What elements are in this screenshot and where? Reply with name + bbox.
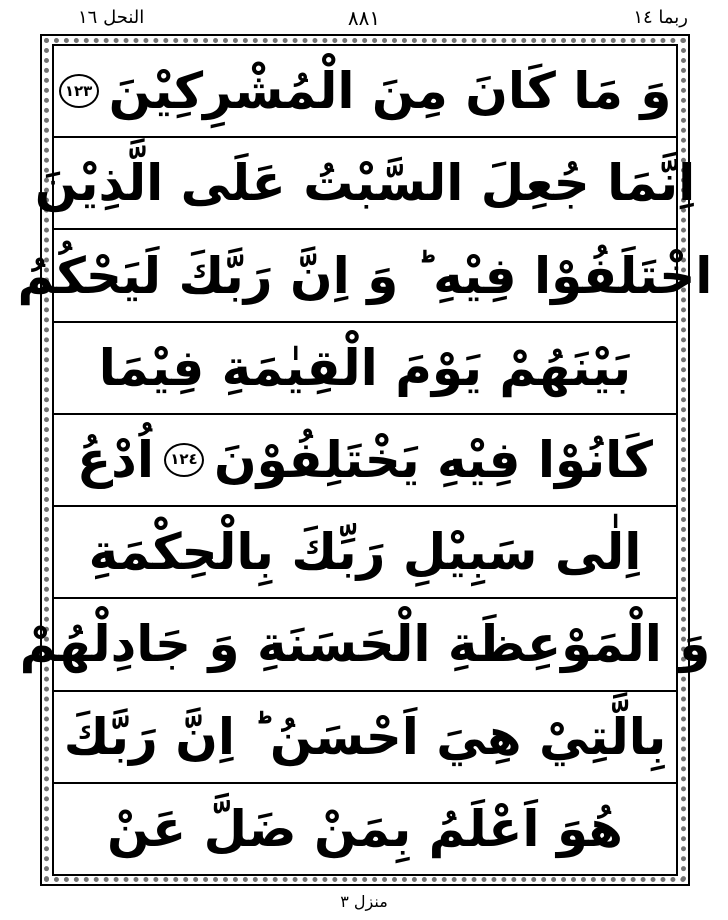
line-6-text: اِلٰى سَبِيْلِ رَبِّكَ بِالْحِكْمَةِ xyxy=(88,523,642,582)
line-4-text: بَيْنَهُمْ يَوْمَ الْقِيٰمَةِ فِيْمَا xyxy=(98,338,632,397)
quran-line-1 xyxy=(54,46,676,138)
quran-line-7 xyxy=(19,599,711,691)
quran-line-8 xyxy=(54,692,676,784)
line-8-text: بِالَّتِيْ هِيَ اَحْسَنُ ؕ اِنَّ رَبَّكَ xyxy=(63,707,667,766)
page-number: ٨٨١ xyxy=(347,6,381,30)
line-2-text: اِنَّمَا جُعِلَ السَّبْتُ عَلَى الَّذِيْنَ xyxy=(34,154,696,213)
quran-line-3 xyxy=(17,230,713,322)
quran-line-6 xyxy=(54,507,676,599)
manzil-label: منزل ٣ xyxy=(340,892,388,911)
quran-line-5 xyxy=(54,415,676,507)
line-7-text: وَ الْمَوْعِظَةِ الْحَسَنَةِ وَ جَادِلْهُمْ xyxy=(19,615,711,674)
ayah-marker-123: ١٢٣ xyxy=(59,74,99,108)
quran-line-9 xyxy=(54,784,676,874)
quran-line-2 xyxy=(34,138,696,230)
line-1-text: وَ مَا كَانَ مِنَ الْمُشْرِكِيْنَ xyxy=(108,62,672,121)
line-5-text: كَانُوْا فِيْهِ يَخْتَلِفُوْنَ xyxy=(213,430,653,489)
quran-line-4 xyxy=(54,323,676,415)
juz-name: ربما ١٤ xyxy=(633,7,688,28)
surah-name: النحل ١٦ xyxy=(78,7,145,28)
line-3-text: اخْتَلَفُوْا فِيْهِ ؕ وَ اِنَّ رَبَّكَ لَيَحْكُمُ xyxy=(17,246,713,305)
ayah-marker-124: ١٢٤ xyxy=(164,443,204,477)
text-area xyxy=(17,44,713,876)
page-border xyxy=(17,34,713,886)
line-5-after-text: اُدْعُ xyxy=(77,430,154,489)
line-9-text: هُوَ اَعْلَمُ بِمَنْ ضَلَّ عَنْ xyxy=(107,799,623,858)
